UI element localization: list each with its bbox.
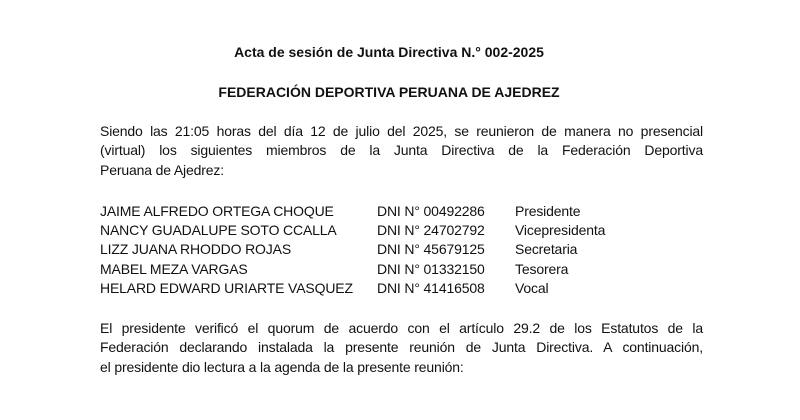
member-name: JAIME ALFREDO ORTEGA CHOQUE bbox=[100, 203, 334, 219]
member-role: Secretaria bbox=[515, 241, 578, 257]
member-name: MABEL MEZA VARGAS bbox=[100, 261, 248, 277]
member-dni: DNI N° 00492286 bbox=[377, 203, 485, 219]
member-role: Vocal bbox=[515, 280, 549, 296]
member-name: HELARD EDWARD URIARTE VASQUEZ bbox=[100, 280, 353, 296]
intro-line: (virtual) los siguientes miembros de la Junta Directiva de la Federación Deportiva bbox=[100, 142, 703, 158]
document-subtitle: FEDERACIÓN DEPORTIVA PERUANA DE AJEDREZ bbox=[218, 84, 560, 100]
member-row bbox=[100, 241, 720, 260]
intro-line: Peruana de Ajedrez: bbox=[100, 162, 225, 178]
member-dni: DNI N° 41416508 bbox=[377, 280, 485, 296]
member-row bbox=[100, 203, 720, 222]
member-row bbox=[100, 280, 720, 299]
member-dni: DNI N° 45679125 bbox=[377, 241, 485, 257]
intro-line: Siendo las 21:05 horas del día 12 de julio del 2025, se reunieron de manera no presencial bbox=[100, 123, 703, 139]
quorum-line: El presidente verificó el quorum de acuerdo con el artículo 29.2 de los Estatutos de la bbox=[100, 320, 703, 336]
member-row bbox=[100, 222, 720, 241]
member-dni: DNI N° 24702792 bbox=[377, 222, 485, 238]
member-name: NANCY GUADALUPE SOTO CCALLA bbox=[100, 222, 337, 238]
member-row bbox=[100, 261, 720, 280]
member-name: LIZZ JUANA RHODDO ROJAS bbox=[100, 241, 292, 257]
document-title: Acta de sesión de Junta Directiva N.° 002-2025 bbox=[234, 44, 544, 60]
quorum-line: el presidente dio lectura a la agenda de la presente reunión: bbox=[100, 359, 464, 375]
member-role: Vicepresidenta bbox=[515, 222, 606, 238]
member-dni: DNI N° 01332150 bbox=[377, 261, 485, 277]
quorum-line: Federación declarando instalada la presente reunión de Junta Directiva. A continuación, bbox=[100, 339, 703, 355]
member-role: Presidente bbox=[515, 203, 581, 219]
member-role: Tesorera bbox=[515, 261, 569, 277]
